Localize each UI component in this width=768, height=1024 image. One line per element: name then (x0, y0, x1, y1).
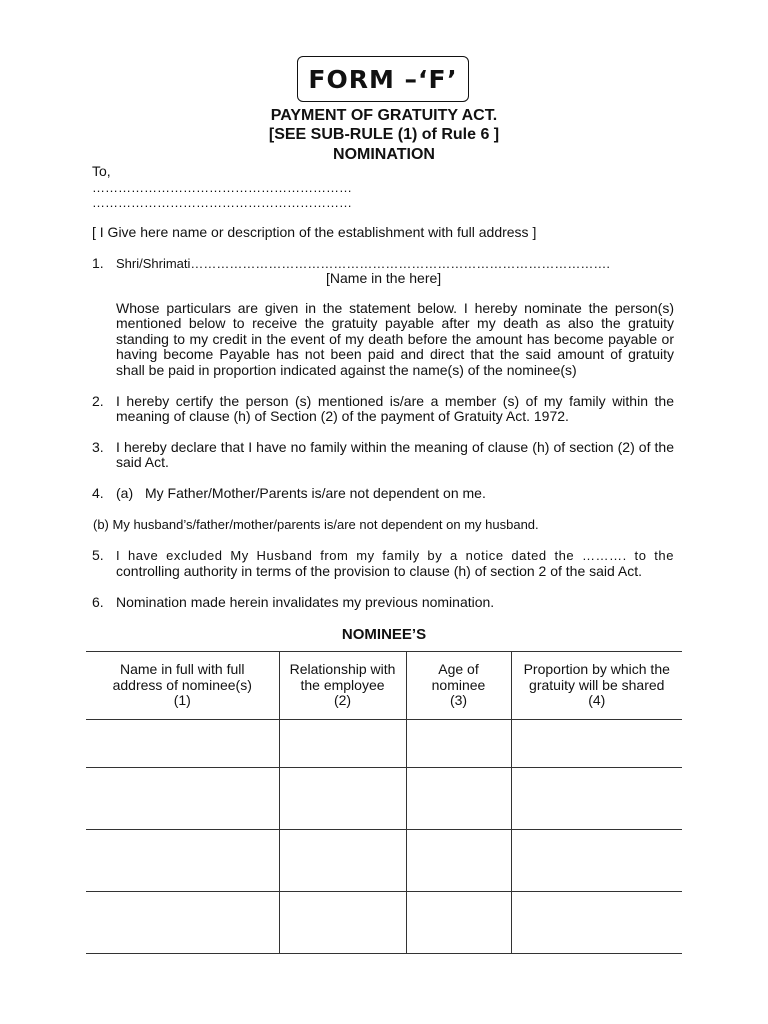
establishment-instruction: [ I Give here name or description of the establishment with full address ] (92, 224, 537, 240)
item-1-prefix: Shri/Shrimati (116, 256, 191, 271)
form-title-box (297, 56, 469, 102)
nomination-heading: NOMINATION (333, 146, 435, 163)
nominee-name-cell[interactable] (86, 768, 279, 830)
nominee-relationship-cell[interactable] (279, 892, 406, 954)
nominee-relationship-cell[interactable] (279, 768, 406, 830)
column-header-relationship: Relationship with the employee (2) (279, 652, 406, 720)
form-title: FORM –‘F’ (308, 64, 458, 94)
nominee-age-cell[interactable] (406, 892, 511, 954)
table-row (86, 892, 682, 954)
table-row (86, 720, 682, 768)
item-1-number: 1. (92, 255, 104, 271)
item-4a-text: My Father/Mother/Parents is/are not dependent on me. (145, 485, 486, 501)
item-4a-label: (a) (116, 485, 134, 501)
item-1-paragraph: Whose particulars are given in the statement below. I hereby nominate the person(s) mentioned below to receive the gratuity payable after my death as also the gratuity standing to my credit in the event of my death before the amount has become payable or having become Payable has not been paid and direct that the said amount of gratuity shall be paid in proportion indicated against the name(s) of the nominee(s) (116, 300, 674, 378)
item-3-number: 3. (92, 439, 104, 455)
column-header-name: Name in full with full address of nominee(s) (1) (86, 652, 279, 720)
item-5-number: 5. (92, 547, 104, 563)
column-header-proportion: Proportion by which the gratuity will be shared (4) (511, 652, 682, 720)
nominee-age-cell[interactable] (406, 768, 511, 830)
item-4b-text: (b) My husband’s/father/mother/parents is/are not dependent on my husband. (93, 517, 539, 532)
item-5-text-line-2: controlling authority in terms of the provision to clause (h) of section 2 of the said Act. (116, 563, 643, 579)
nominee-age-cell[interactable] (406, 830, 511, 892)
nominee-proportion-cell[interactable] (511, 830, 682, 892)
address-line-2: …………………………………………………… (92, 195, 352, 210)
name-dots: ……………………………………………………………………………………. (190, 256, 611, 271)
item-3-text: I hereby declare that I have no family within the meaning of clause (h) of section (2) of the said Act. (116, 439, 674, 471)
nominees-header-row (86, 652, 682, 720)
to-label: To, (92, 163, 111, 179)
item-5-text: I have excluded My Husband from my family by a notice dated the ………. to the (116, 548, 674, 563)
address-line-1: …………………………………………………… (92, 180, 352, 195)
item-2-text: I hereby certify the person (s) mentioned is/are a member (s) of my family within the meaning of clause (h) of Section (2) of the payment of Gratuity Act. 1972. (116, 393, 674, 425)
item-2-number: 2. (92, 393, 104, 409)
item-6-text: Nomination made herein invalidates my previous nomination. (116, 594, 495, 610)
nominee-name-cell[interactable] (86, 892, 279, 954)
nominees-table (86, 651, 682, 954)
nominees-title: NOMINEE’S (341, 626, 427, 643)
nominee-name-cell[interactable] (86, 720, 279, 768)
rule-heading: [SEE SUB-RULE (1) of Rule 6 ] (268, 126, 500, 143)
name-hint: [Name in the here] (326, 270, 442, 286)
nominee-proportion-cell[interactable] (511, 768, 682, 830)
act-heading: PAYMENT OF GRATUITY ACT. (270, 107, 498, 124)
nominee-relationship-cell[interactable] (279, 830, 406, 892)
table-row (86, 830, 682, 892)
nominee-proportion-cell[interactable] (511, 720, 682, 768)
nominee-relationship-cell[interactable] (279, 720, 406, 768)
table-row (86, 768, 682, 830)
nominee-proportion-cell[interactable] (511, 892, 682, 954)
item-4-number: 4. (92, 485, 104, 501)
column-header-age: Age of nominee (3) (406, 652, 511, 720)
nominee-name-cell[interactable] (86, 830, 279, 892)
item-6-number: 6. (92, 594, 104, 610)
nominee-age-cell[interactable] (406, 720, 511, 768)
